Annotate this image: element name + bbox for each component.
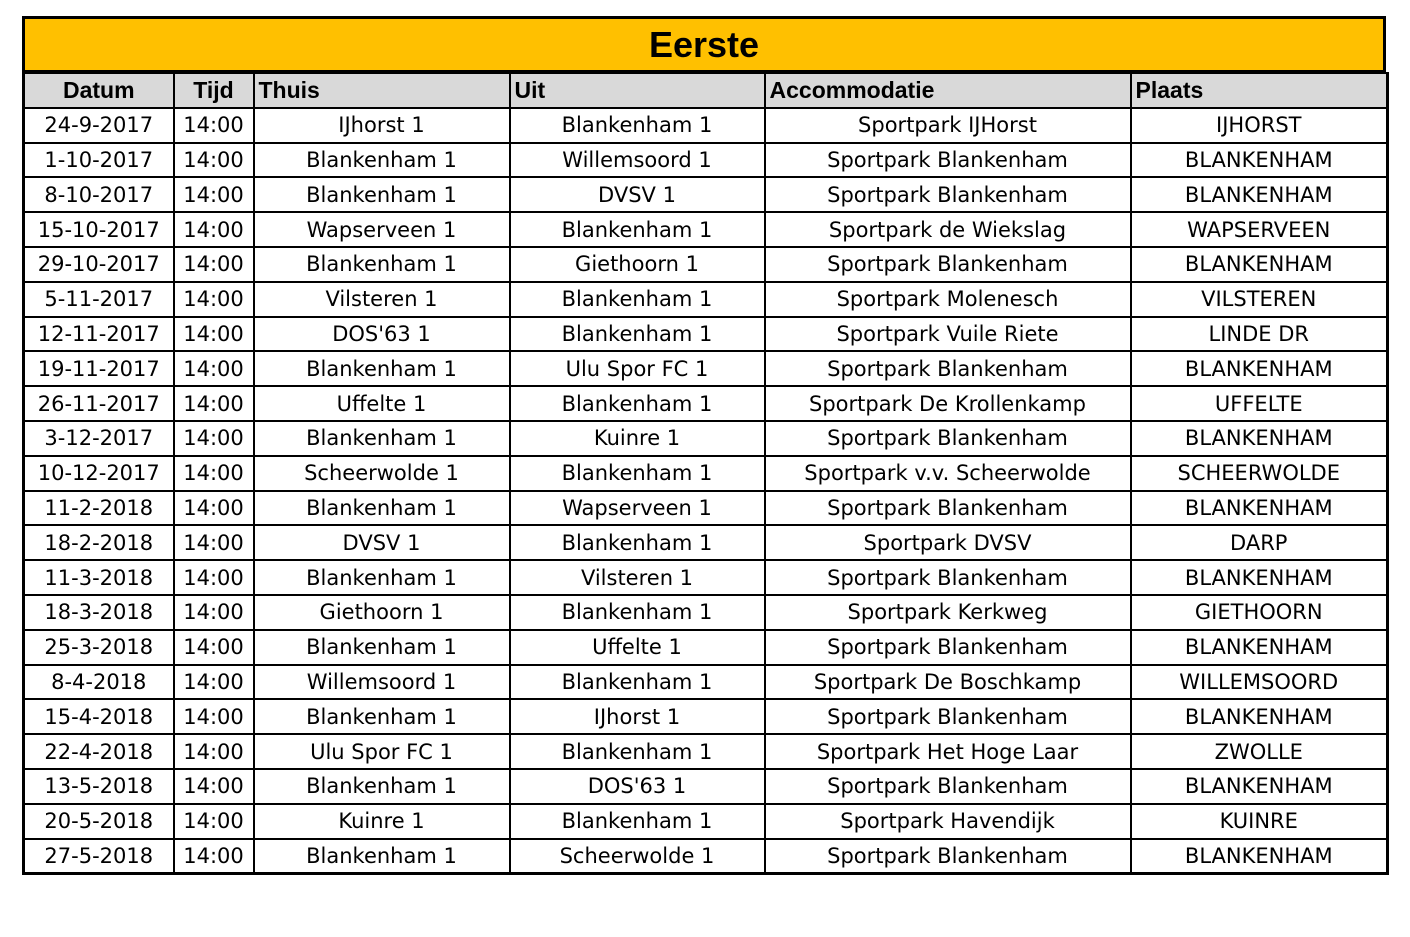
cell-tijd: 14:00 xyxy=(174,839,254,874)
cell-datum: 13-5-2018 xyxy=(24,769,174,804)
cell-datum: 20-5-2018 xyxy=(24,804,174,839)
cell-plaats: BLANKENHAM xyxy=(1131,351,1388,386)
table-row xyxy=(24,595,1388,630)
cell-uit: Blankenham 1 xyxy=(510,282,765,317)
cell-datum: 15-10-2017 xyxy=(24,212,174,247)
cell-thuis: IJhorst 1 xyxy=(254,108,510,143)
cell-thuis: Giethoorn 1 xyxy=(254,595,510,630)
cell-thuis: DOS'63 1 xyxy=(254,317,510,352)
cell-plaats: WAPSERVEEN xyxy=(1131,212,1388,247)
cell-tijd: 14:00 xyxy=(174,177,254,212)
cell-tijd: 14:00 xyxy=(174,212,254,247)
cell-datum: 18-3-2018 xyxy=(24,595,174,630)
cell-thuis: Scheerwolde 1 xyxy=(254,456,510,491)
cell-accommodatie: Sportpark v.v. Scheerwolde xyxy=(765,456,1131,491)
cell-plaats: BLANKENHAM xyxy=(1131,491,1388,526)
cell-thuis: Ulu Spor FC 1 xyxy=(254,734,510,769)
cell-plaats: UFFELTE xyxy=(1131,386,1388,421)
cell-uit: Wapserveen 1 xyxy=(510,491,765,526)
cell-tijd: 14:00 xyxy=(174,108,254,143)
cell-uit: Blankenham 1 xyxy=(510,665,765,700)
cell-thuis: Blankenham 1 xyxy=(254,630,510,665)
table-row xyxy=(24,525,1388,560)
schedule-sheet xyxy=(22,16,1386,875)
column-header-plaats: Plaats xyxy=(1131,73,1388,108)
table-row xyxy=(24,317,1388,352)
cell-tijd: 14:00 xyxy=(174,386,254,421)
cell-plaats: ZWOLLE xyxy=(1131,734,1388,769)
cell-datum: 1-10-2017 xyxy=(24,143,174,178)
table-row xyxy=(24,804,1388,839)
cell-accommodatie: Sportpark Blankenham xyxy=(765,177,1131,212)
cell-uit: Blankenham 1 xyxy=(510,386,765,421)
table-row xyxy=(24,699,1388,734)
table-row xyxy=(24,143,1388,178)
column-header-tijd: Tijd xyxy=(174,73,254,108)
cell-accommodatie: Sportpark Blankenham xyxy=(765,143,1131,178)
cell-tijd: 14:00 xyxy=(174,317,254,352)
cell-plaats: BLANKENHAM xyxy=(1131,699,1388,734)
cell-plaats: GIETHOORN xyxy=(1131,595,1388,630)
cell-datum: 29-10-2017 xyxy=(24,247,174,282)
cell-thuis: Blankenham 1 xyxy=(254,143,510,178)
table-body xyxy=(24,108,1388,874)
cell-uit: DVSV 1 xyxy=(510,177,765,212)
cell-datum: 3-12-2017 xyxy=(24,421,174,456)
column-header-thuis: Thuis xyxy=(254,73,510,108)
cell-thuis: Willemsoord 1 xyxy=(254,665,510,700)
table-row xyxy=(24,665,1388,700)
cell-tijd: 14:00 xyxy=(174,351,254,386)
cell-thuis: Blankenham 1 xyxy=(254,839,510,874)
table-row xyxy=(24,560,1388,595)
cell-datum: 15-4-2018 xyxy=(24,699,174,734)
cell-uit: Kuinre 1 xyxy=(510,421,765,456)
cell-accommodatie: Sportpark De Boschkamp xyxy=(765,665,1131,700)
cell-datum: 27-5-2018 xyxy=(24,839,174,874)
cell-uit: DOS'63 1 xyxy=(510,769,765,804)
cell-accommodatie: Sportpark Het Hoge Laar xyxy=(765,734,1131,769)
cell-accommodatie: Sportpark Blankenham xyxy=(765,560,1131,595)
cell-datum: 22-4-2018 xyxy=(24,734,174,769)
cell-tijd: 14:00 xyxy=(174,282,254,317)
cell-thuis: Blankenham 1 xyxy=(254,177,510,212)
cell-tijd: 14:00 xyxy=(174,247,254,282)
table-row xyxy=(24,491,1388,526)
cell-plaats: DARP xyxy=(1131,525,1388,560)
cell-thuis: Blankenham 1 xyxy=(254,699,510,734)
cell-accommodatie: Sportpark De Krollenkamp xyxy=(765,386,1131,421)
cell-tijd: 14:00 xyxy=(174,699,254,734)
cell-accommodatie: Sportpark Blankenham xyxy=(765,247,1131,282)
column-header-uit: Uit xyxy=(510,73,765,108)
cell-tijd: 14:00 xyxy=(174,665,254,700)
table-row xyxy=(24,247,1388,282)
cell-tijd: 14:00 xyxy=(174,804,254,839)
cell-thuis: Uffelte 1 xyxy=(254,386,510,421)
cell-tijd: 14:00 xyxy=(174,143,254,178)
cell-plaats: BLANKENHAM xyxy=(1131,839,1388,874)
cell-accommodatie: Sportpark Blankenham xyxy=(765,630,1131,665)
column-header-accommodatie: Accommodatie xyxy=(765,73,1131,108)
cell-uit: Blankenham 1 xyxy=(510,804,765,839)
cell-thuis: Kuinre 1 xyxy=(254,804,510,839)
cell-thuis: Vilsteren 1 xyxy=(254,282,510,317)
cell-plaats: VILSTEREN xyxy=(1131,282,1388,317)
cell-uit: Blankenham 1 xyxy=(510,525,765,560)
cell-uit: Blankenham 1 xyxy=(510,317,765,352)
table-row xyxy=(24,177,1388,212)
table-row xyxy=(24,734,1388,769)
cell-plaats: BLANKENHAM xyxy=(1131,143,1388,178)
cell-plaats: BLANKENHAM xyxy=(1131,560,1388,595)
page-title: Eerste xyxy=(22,16,1386,72)
header-row xyxy=(24,73,1388,108)
table-row xyxy=(24,282,1388,317)
cell-uit: Willemsoord 1 xyxy=(510,143,765,178)
cell-uit: Blankenham 1 xyxy=(510,734,765,769)
cell-datum: 5-11-2017 xyxy=(24,282,174,317)
cell-plaats: BLANKENHAM xyxy=(1131,177,1388,212)
cell-datum: 8-4-2018 xyxy=(24,665,174,700)
cell-accommodatie: Sportpark Havendijk xyxy=(765,804,1131,839)
cell-datum: 19-11-2017 xyxy=(24,351,174,386)
cell-uit: Blankenham 1 xyxy=(510,108,765,143)
cell-tijd: 14:00 xyxy=(174,630,254,665)
cell-datum: 10-12-2017 xyxy=(24,456,174,491)
cell-datum: 25-3-2018 xyxy=(24,630,174,665)
table-row xyxy=(24,421,1388,456)
cell-accommodatie: Sportpark Blankenham xyxy=(765,699,1131,734)
cell-thuis: Blankenham 1 xyxy=(254,769,510,804)
cell-thuis: DVSV 1 xyxy=(254,525,510,560)
cell-datum: 18-2-2018 xyxy=(24,525,174,560)
table-row xyxy=(24,769,1388,804)
cell-accommodatie: Sportpark Blankenham xyxy=(765,491,1131,526)
cell-plaats: BLANKENHAM xyxy=(1131,421,1388,456)
cell-uit: Uffelte 1 xyxy=(510,630,765,665)
cell-uit: Blankenham 1 xyxy=(510,456,765,491)
cell-thuis: Blankenham 1 xyxy=(254,491,510,526)
cell-plaats: BLANKENHAM xyxy=(1131,247,1388,282)
cell-thuis: Blankenham 1 xyxy=(254,560,510,595)
cell-tijd: 14:00 xyxy=(174,525,254,560)
cell-uit: IJhorst 1 xyxy=(510,699,765,734)
cell-accommodatie: Sportpark DVSV xyxy=(765,525,1131,560)
cell-thuis: Blankenham 1 xyxy=(254,247,510,282)
cell-tijd: 14:00 xyxy=(174,734,254,769)
table-row xyxy=(24,630,1388,665)
cell-uit: Ulu Spor FC 1 xyxy=(510,351,765,386)
table-row xyxy=(24,212,1388,247)
table-row xyxy=(24,456,1388,491)
cell-accommodatie: Sportpark Blankenham xyxy=(765,839,1131,874)
cell-datum: 11-2-2018 xyxy=(24,491,174,526)
cell-tijd: 14:00 xyxy=(174,769,254,804)
cell-datum: 24-9-2017 xyxy=(24,108,174,143)
cell-tijd: 14:00 xyxy=(174,491,254,526)
column-header-datum: Datum xyxy=(24,73,174,108)
table-row xyxy=(24,108,1388,143)
cell-plaats: LINDE DR xyxy=(1131,317,1388,352)
cell-accommodatie: Sportpark Blankenham xyxy=(765,421,1131,456)
cell-accommodatie: Sportpark Blankenham xyxy=(765,769,1131,804)
cell-accommodatie: Sportpark Vuile Riete xyxy=(765,317,1131,352)
cell-tijd: 14:00 xyxy=(174,595,254,630)
cell-accommodatie: Sportpark Molenesch xyxy=(765,282,1131,317)
cell-tijd: 14:00 xyxy=(174,456,254,491)
cell-accommodatie: Sportpark IJHorst xyxy=(765,108,1131,143)
cell-plaats: WILLEMSOORD xyxy=(1131,665,1388,700)
cell-uit: Blankenham 1 xyxy=(510,212,765,247)
cell-uit: Blankenham 1 xyxy=(510,595,765,630)
cell-plaats: IJHORST xyxy=(1131,108,1388,143)
cell-thuis: Blankenham 1 xyxy=(254,351,510,386)
cell-accommodatie: Sportpark Blankenham xyxy=(765,351,1131,386)
table-row xyxy=(24,839,1388,874)
cell-datum: 8-10-2017 xyxy=(24,177,174,212)
cell-datum: 12-11-2017 xyxy=(24,317,174,352)
cell-accommodatie: Sportpark de Wiekslag xyxy=(765,212,1131,247)
cell-tijd: 14:00 xyxy=(174,560,254,595)
cell-tijd: 14:00 xyxy=(174,421,254,456)
cell-uit: Giethoorn 1 xyxy=(510,247,765,282)
cell-plaats: BLANKENHAM xyxy=(1131,630,1388,665)
match-schedule-table xyxy=(22,72,1389,875)
cell-uit: Scheerwolde 1 xyxy=(510,839,765,874)
cell-accommodatie: Sportpark Kerkweg xyxy=(765,595,1131,630)
cell-thuis: Wapserveen 1 xyxy=(254,212,510,247)
cell-plaats: SCHEERWOLDE xyxy=(1131,456,1388,491)
cell-datum: 26-11-2017 xyxy=(24,386,174,421)
cell-uit: Vilsteren 1 xyxy=(510,560,765,595)
cell-plaats: BLANKENHAM xyxy=(1131,769,1388,804)
cell-datum: 11-3-2018 xyxy=(24,560,174,595)
table-row xyxy=(24,351,1388,386)
cell-thuis: Blankenham 1 xyxy=(254,421,510,456)
table-row xyxy=(24,386,1388,421)
cell-plaats: KUINRE xyxy=(1131,804,1388,839)
